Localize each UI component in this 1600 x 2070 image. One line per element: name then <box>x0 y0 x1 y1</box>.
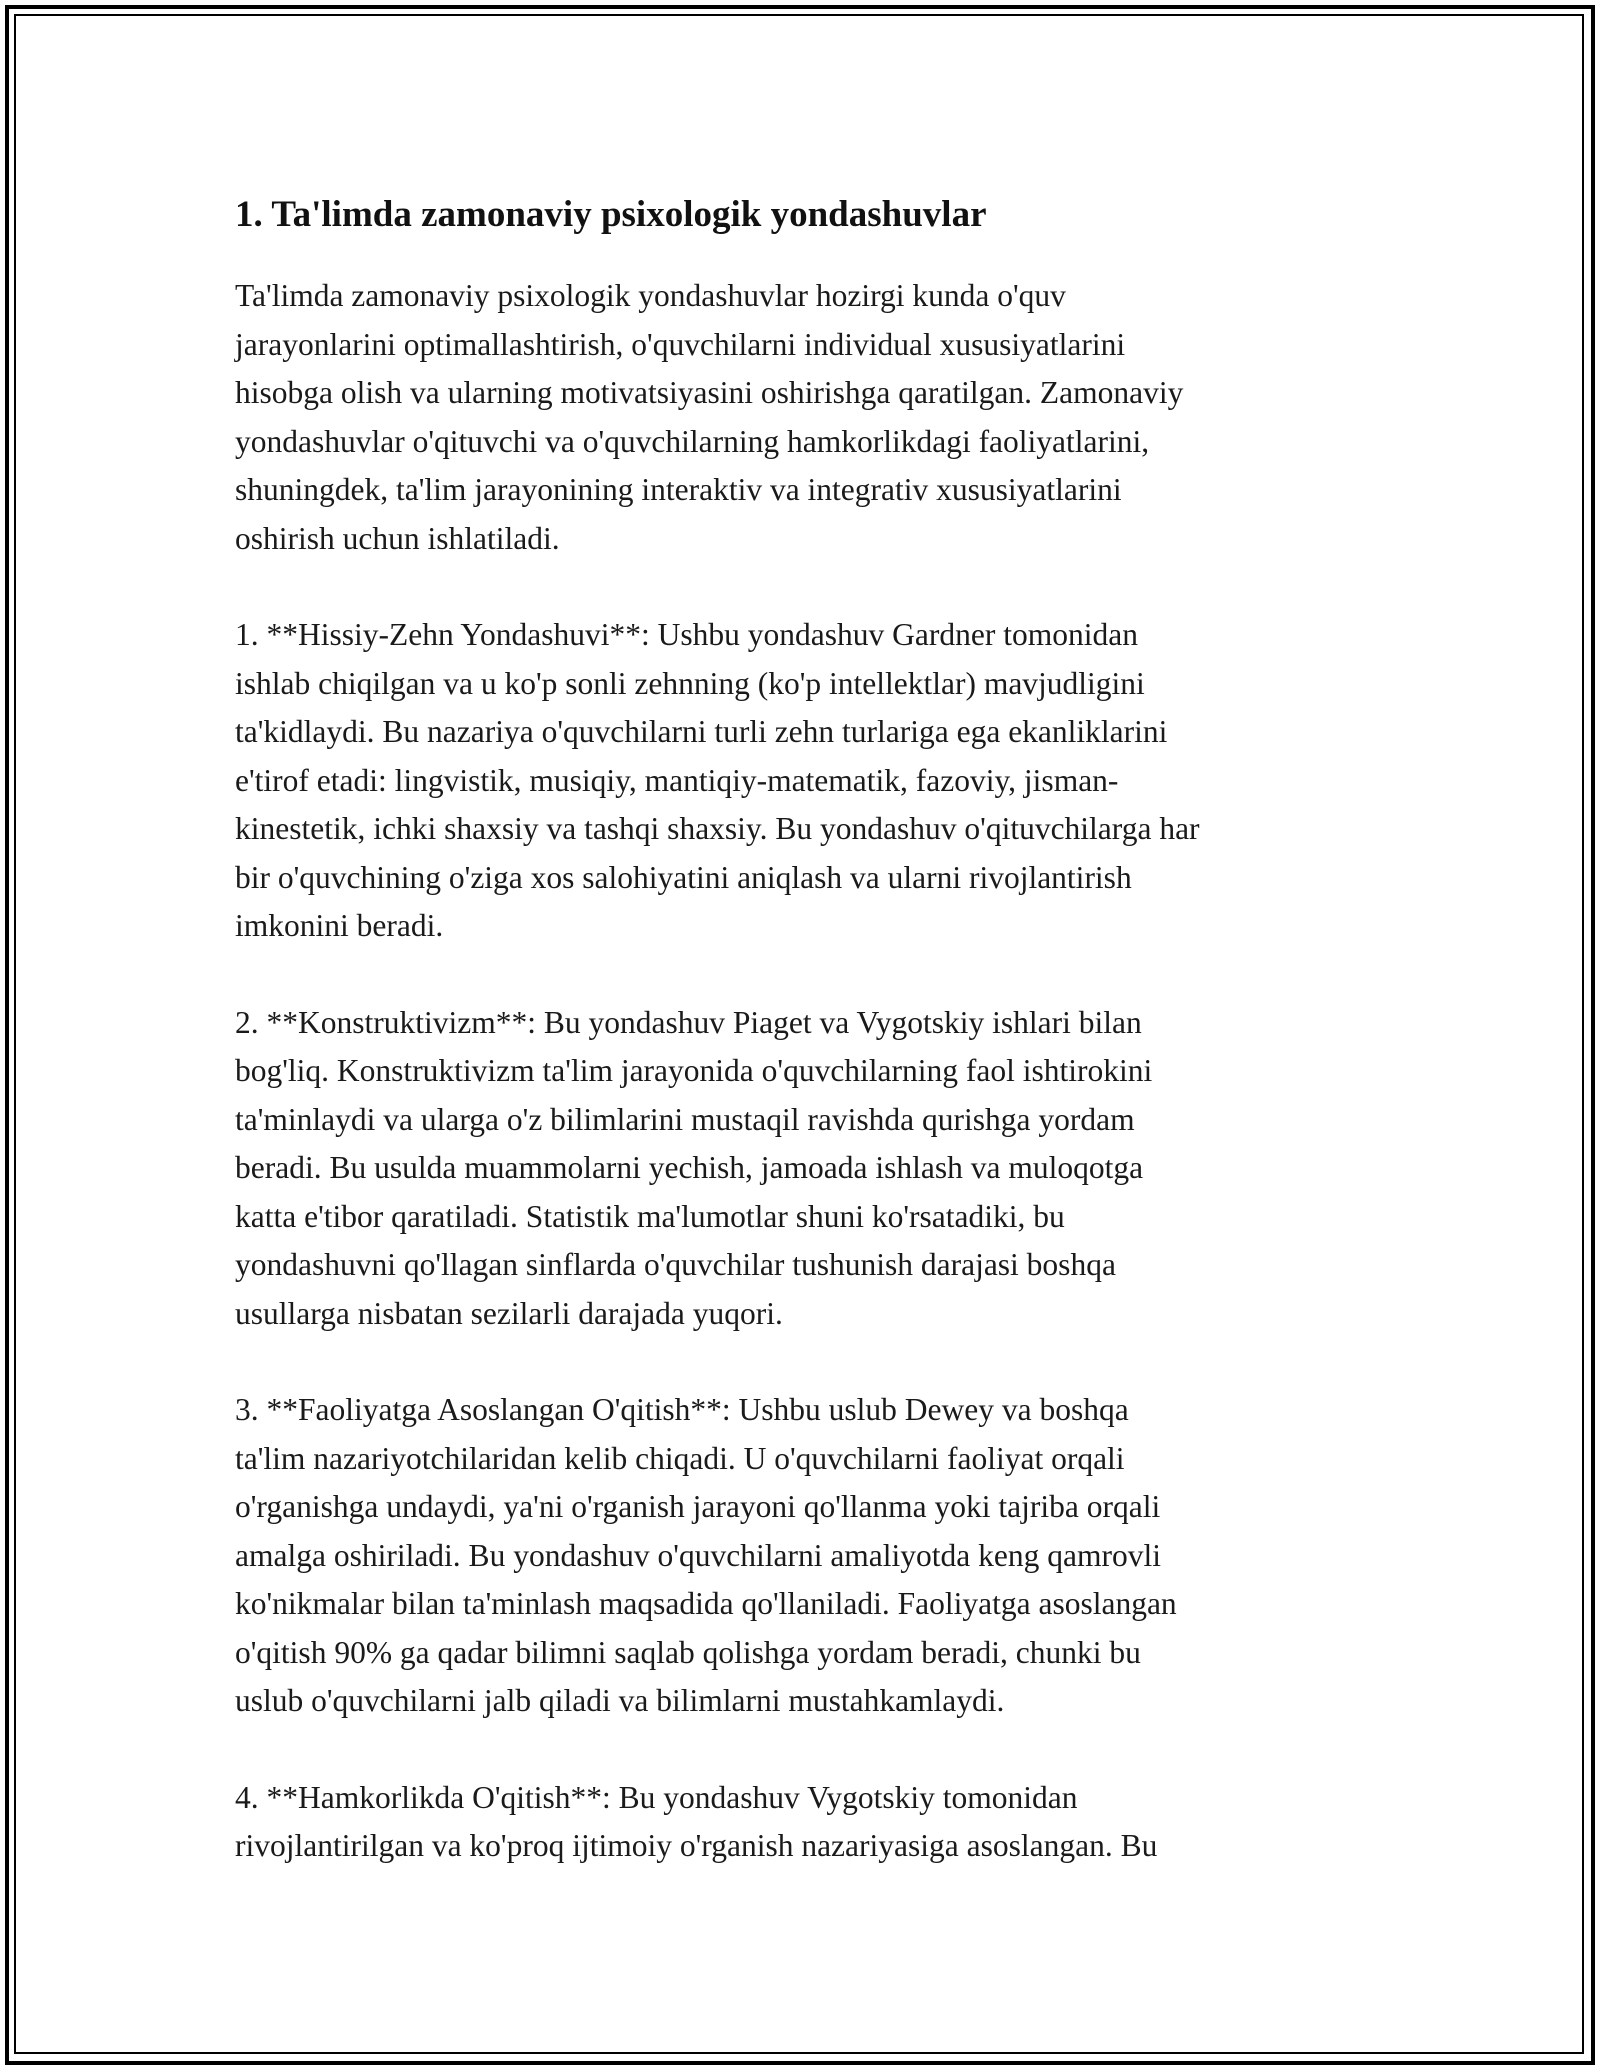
document-body <box>235 188 1385 1919</box>
paragraph-faoliyatga-asoslangan: 3. **Faoliyatga Asoslangan O'qitish**: Ushbu uslub Dewey va boshqa ta'lim nazariyotchilaridan kelib chiqadi. U o'quvchilarni faoliyat orqali o'rganishga undaydi, ya'ni o'rganish jarayoni qo'llanma yoki tajriba orqali amalga oshiriladi. Bu yondashuv o'quvchilarni amaliyotda keng qamrovli ko'nikmalar bilan ta'minlash maqsadida qo'llaniladi. Faoliyatga asoslangan o'qitish 90% ga qadar bilimni saqlab qolishga yordam beradi, chunki bu uslub o'quvchilarni jalb qiladi va bilimlarni mustahkamlaydi. <box>235 1392 1177 1718</box>
paragraph-hissiy-zehn: 1. **Hissiy-Zehn Yondashuvi**: Ushbu yondashuv Gardner tomonidan ishlab chiqilgan va u ko'p sonli zehnning (ko'p intellektlar) mavjudligini ta'kidlaydi. Bu nazariya o'quvchilarni turli zehn turlariga ega ekanliklarini e'tirof etadi: lingvistik, musiqiy, mantiqiy-matematik, fazoviy, jisman- kinestetik, ichki shaxsiy va tashqi shaxsiy. Bu yondashuv o'qituvchilarga har bir o'quvchining o'ziga xos salohiyatini aniqlash va ularni rivojlantirish imkonini beradi. <box>235 617 1200 943</box>
intro-paragraph: Ta'limda zamonaviy psixologik yondashuvlar hozirgi kunda o'quv jarayonlarini optimallashtirish, o'quvchilarni individual xususiyatlarini hisobga olish va ularning motivatsiyasini oshirishga qaratilgan. Zamonaviy yondashuvlar o'qituvchi va o'quvchilarning hamkorlikdagi faoliyatlarini, shuningdek, ta'lim jarayonining interaktiv va integrativ xususiyatlarini oshirish uchun ishlatiladi. <box>235 278 1184 556</box>
document-title: 1. Ta'limda zamonaviy psixologik yondashuvlar <box>235 194 987 235</box>
paragraph-hamkorlikda: 4. **Hamkorlikda O'qitish**: Bu yondashuv Vygotskiy tomonidan rivojlantirilgan va ko'proq ijtimoiy o'rganish nazariyasiga asoslangan. Bu <box>235 1779 1158 1863</box>
paragraph-konstruktivizm: 2. **Konstruktivizm**: Bu yondashuv Piaget va Vygotskiy ishlari bilan bog'liq. Konstruktivizm ta'lim jarayonida o'quvchilarning faol ishtirokini ta'minlaydi va ularga o'z bilimlarini mustaqil ravishda qurishga yordam beradi. Bu usulda muammolarni yechish, jamoada ishlash va muloqotga katta e'tibor qaratiladi. Statistik ma'lumotlar shuni ko'rsatadiki, bu yondashuvni qo'llagan sinflarda o'quvchilar tushunish darajasi boshqa usullarga nisbatan sezilarli darajada yuqori. <box>235 1004 1153 1331</box>
